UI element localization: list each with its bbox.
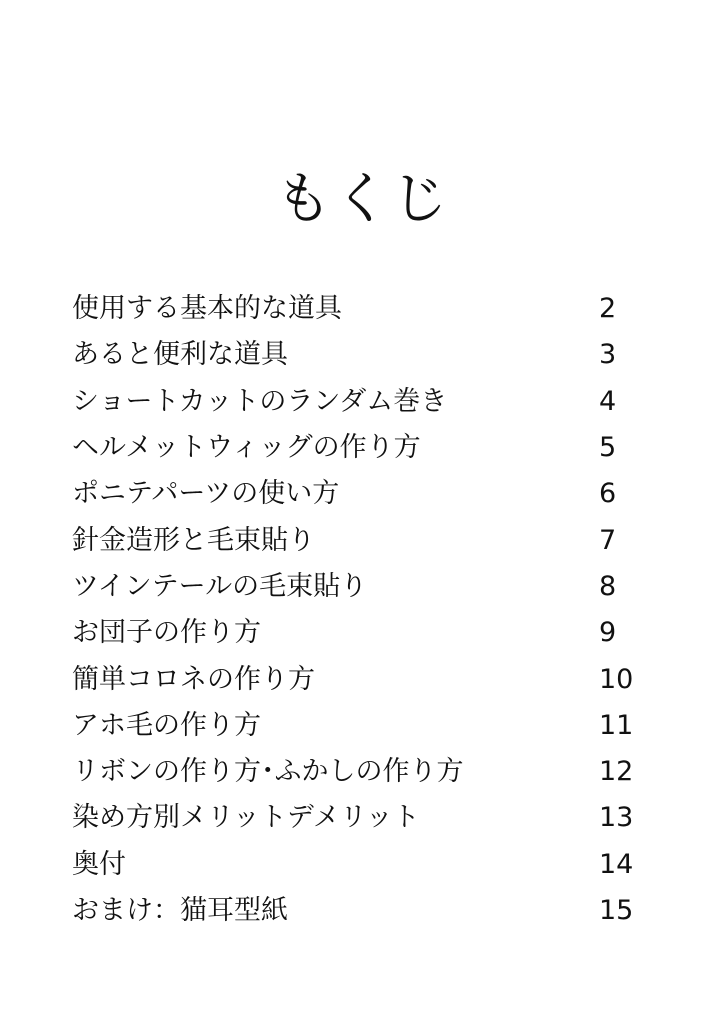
table-of-contents	[72, 286, 652, 934]
toc-entry	[72, 517, 652, 563]
toc-entry	[72, 564, 652, 610]
toc-entry	[72, 332, 652, 378]
toc-entry-label: 奥付	[72, 848, 126, 880]
page-title: もくじ	[275, 167, 450, 232]
toc-entry-page: 5	[599, 432, 617, 464]
toc-entry-label: あると便利な道具	[72, 339, 288, 371]
toc-entry-label: アホ毛の作り方	[72, 709, 261, 741]
toc-entry-page: 4	[599, 385, 617, 417]
toc-entry	[72, 795, 652, 841]
toc-entry	[72, 749, 652, 795]
toc-entry	[72, 471, 652, 517]
toc-entry	[72, 610, 652, 656]
toc-entry	[72, 842, 652, 888]
toc-entry-label: 針金造形と毛束貼り	[72, 524, 315, 556]
toc-entry-page: 3	[599, 339, 617, 371]
toc-entry-page: 15	[599, 895, 634, 926]
toc-entry-label: ヘルメットウィッグの作り方	[72, 432, 421, 464]
toc-entry-label: 使用する基本的な道具	[72, 293, 342, 325]
toc-entry-page: 14	[599, 848, 634, 880]
toc-entry	[72, 286, 652, 332]
toc-entry	[72, 379, 652, 425]
toc-entry-page: 12	[599, 756, 634, 788]
toc-entry-page: 8	[599, 570, 617, 602]
toc-entry-page: 10	[599, 663, 634, 695]
toc-entry-label: ポニテパーツの使い方	[72, 478, 340, 510]
toc-entry	[72, 656, 652, 702]
toc-entry-page: 7	[599, 524, 617, 556]
toc-entry-page: 13	[599, 802, 634, 834]
toc-entry	[72, 888, 652, 934]
toc-entry-label: お団子の作り方	[72, 617, 261, 649]
toc-entry-label: 染め方別メリットデメリット	[72, 802, 420, 834]
toc-entry-label: ショートカットのランダム巻き	[72, 385, 448, 417]
toc-entry	[72, 703, 652, 749]
toc-entry-label: ツインテールの毛束貼り	[72, 570, 368, 602]
toc-entry-page: 2	[599, 293, 617, 325]
toc-entry-label: リボンの作り方･ふかしの作り方	[72, 756, 464, 788]
toc-entry-page: 9	[599, 617, 617, 649]
toc-entry-label: 簡単コロネの作り方	[72, 663, 315, 695]
toc-entry	[72, 425, 652, 471]
toc-entry-page: 6	[599, 478, 617, 510]
toc-entry-page: 11	[599, 709, 634, 741]
toc-entry-label: おまけ：猫耳型紙	[72, 895, 288, 926]
